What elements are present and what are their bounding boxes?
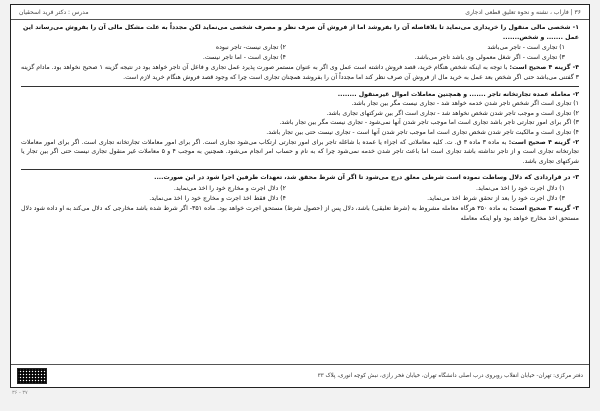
page-footer bbox=[11, 364, 589, 387]
question-3-option-2: ۲) دلال اجرت و مخارج خود را اخذ می‌نماید. bbox=[173, 184, 286, 192]
divider bbox=[21, 86, 579, 87]
footer-address: دفتر مرکزی: تهران- خیابان انقلاب روبروی درب اصلی دانشگاه تهران، خیابان فخر رازی، نبش کوچه انوری، پلاک ۳۳ bbox=[317, 373, 583, 379]
question-3-option-4: ۴) دلال فقط اخذ اجرت و مخارج خود را اخذ می‌نماید. bbox=[149, 194, 286, 202]
question-1-option-3: ۳) تجاری است - اگر شغل معمولی وی باشد تاجر می‌باشد. bbox=[414, 53, 565, 61]
page-number: ۳۶ - ۳۷ bbox=[12, 390, 28, 396]
question-3-answer-text: به ماده ۳۵۰ هرگاه معامله مشروط به (شرط تعلیقی) باشد، دلال پس از (حصول شرط) مستحق اجرت خواهد بود. ماده ۳۵۱- اگر شرط شده باشد مخارجی که دلال می‌کند به او داده شود دلال مستحق اخذ مخارج خواهد بود ولو اینکه معامله bbox=[21, 205, 579, 222]
question-2-option-2: ۲) تجاری است و موجب تاجر شدن شخص نخواهد شد - تجاری است اگر بین شرکتهای تجاری باشد. bbox=[326, 109, 579, 117]
question-1-answer-label: ۴- گزینه ۴ صحیح است: bbox=[509, 64, 580, 72]
question-3-option-1: ۱) دلال اجرت خود را اخذ می‌نماید. bbox=[476, 184, 565, 192]
question-2-option-1: ۱) تجاری است اگر شخص تاجر شدن خدمه خواهد شد - تجاری نیست مگر بین تجار باشد. bbox=[351, 100, 579, 108]
question-2-answer bbox=[21, 138, 579, 167]
question-1-option-2: ۲) تجاری نیست- تاجر نبوده bbox=[215, 44, 286, 52]
document-page bbox=[10, 4, 590, 388]
question-2-stem: ۲- معامله عمده تجارتخانه تاجر ....... و همچنین معاملات اموال غیرمنقول ........ bbox=[337, 90, 579, 98]
qr-code-icon bbox=[17, 368, 47, 384]
page-header bbox=[11, 5, 589, 20]
divider bbox=[21, 169, 579, 170]
question-3-stem: ۳- در قراردادی که دلال وساطت نموده است شرطی معلق درج می‌شود تا اگر آن شرط محقق شد، تعهدات طرفین اجرا شود در این صورت.... bbox=[154, 174, 579, 182]
question-1-option-1: ۱) تجاری است - تاجر می‌باشد bbox=[487, 44, 565, 52]
question-2-option-4: ۴) تجاری است و مالکیت تاجر شدن شخص تجاری است اما موجب تاجر شدن آنها است - تجاری نیست حتی بین تجار باشد. bbox=[266, 128, 579, 136]
question-3-option-3: ۳) دلال اجرت خود را بعد از تحقق شرط اخذ می‌نماید. bbox=[427, 194, 565, 202]
question-1-option-4: ۴) تجاری است - اما تاجر نیست. bbox=[202, 53, 286, 61]
header-author: مدرس : دکتر فرید اسحقیان bbox=[19, 8, 89, 16]
question-2-options bbox=[21, 99, 579, 137]
question-2-option-3: ۳) اگر برای امور تجارتی تاجر باشد تجاری است اما موجب تاجر شدن آنها نمی‌شود - تجاری نیست مگر بین تجار باشد. bbox=[279, 119, 579, 127]
question-3-answer bbox=[21, 204, 579, 223]
question-1-answer bbox=[21, 63, 579, 82]
question-2-answer-label: ۲- گزینه ۴ صحیح است: bbox=[508, 138, 579, 146]
question-2-answer-text: به ماده ۳ ماده ۳ ق. ت. کلیه معاملاتی که اجزاء یا عمده با شاغله تاجر برای امور تجارتی ارتکاب می‌شود تجاری است. اگر برای امور معاملات تجارتخانه تجاری است. اگر برای امور معاملات تجارتخانه تجاری است و از تاجر نداشته باشد تجاری است اما باعث تاجر شدن خدمه نمی‌شود چرا که به نام و حساب امر انجام می‌شود. همچنین به موجب ۴ و ۵ معاملات غیر منقول تجاری نیست حتی اگر بین تجار یا شرکتهای تجاری باشد. bbox=[21, 138, 580, 165]
question-1-stem: ۱- شخصی مالی منقول را خریداری می‌نماید تا بلافاصله آن را بفروشد اما از فروش آن صرف نظر و مصرف شخصی می‌نماید لکن مجدداً به علت مشکل مالی آن را بفروش می‌رساند این عمل ....... و شخص....... bbox=[23, 24, 579, 41]
question-1-answer-text: با توجه به اینکه شخص هنگام خرید، قصد فروش داشته است عمل وی اگر به عنوان مستمر صورت پذیرد عمل تجاری و فاعل آن تاجر خواهد بود در نتیجه گزینه ۱ صحیح نخواهد بود. مادام گزینه ۳ گفتنی می‌باشد حتی اگر شخص بعد عمل به خرید مال از فروش آن صرف نظر کند اما مجدداً آن را بفروشد همچنان تجاری است چرا که وجود قصد فروش هنگام خرید لازم است. bbox=[21, 64, 579, 81]
question-1-options bbox=[21, 43, 579, 62]
document-body bbox=[11, 20, 589, 223]
question-3-options bbox=[21, 184, 579, 203]
header-chapter-title: ۳۶ | فاراب ، نشنه و نحوه تعلیق قطعی ادجاری bbox=[465, 8, 581, 16]
question-3-answer-label: ۳- گزینه ۳ صحیح است: bbox=[509, 205, 579, 213]
